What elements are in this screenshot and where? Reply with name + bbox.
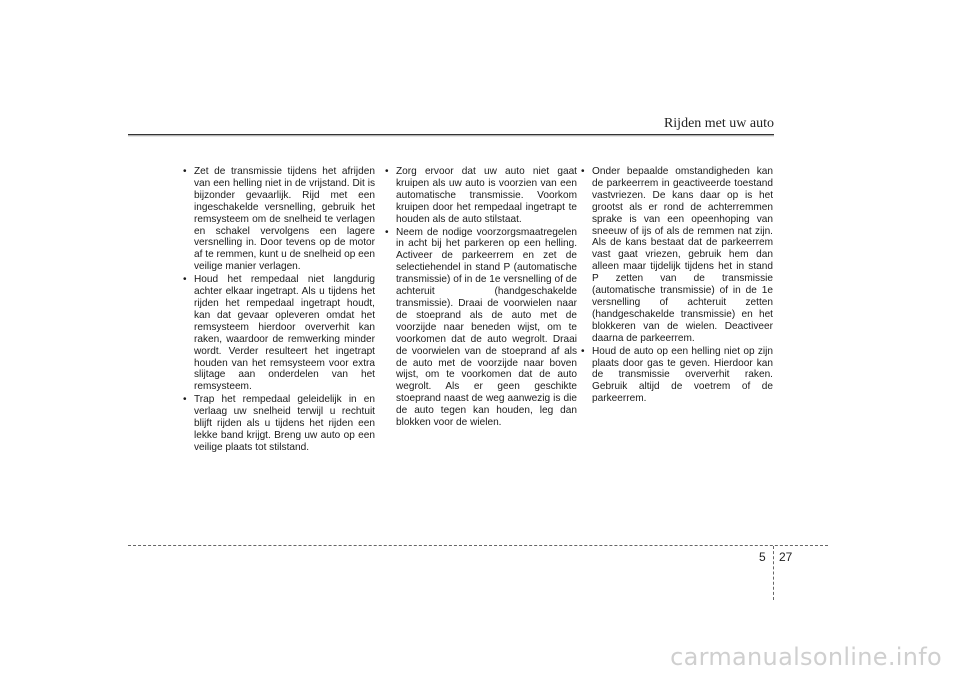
footer-vertical-divider [773, 546, 774, 600]
text-column-3 [580, 166, 773, 406]
page-header-title: Rijden met uw auto [663, 116, 774, 131]
header-divider-shadow [128, 135, 774, 137]
bullet-item: • Houd de auto op een helling niet op zijn plaats door gas te geven. Hierdoor kan de transmissie oververhit raken. Gebruik altijd de voetrem of de parkeerrem. [580, 346, 773, 406]
page-number: 27 [779, 550, 793, 564]
bullet-item: • Zorg ervoor dat uw auto niet gaat kruipen als uw auto is voorzien van een automatische transmissie. Voorkom kruipen door het rempedaal ingetrapt te houden als de auto stilstaat. [384, 166, 577, 226]
text-column-2 [384, 166, 577, 430]
bullet-item: • Zet de transmissie tijdens het afrijden van een helling niet in de vrijstand. Dit is bijzonder gevaarlijk. Rijd met een ingeschakelde versnelling, gebruik het remsysteem om de snelheid te verlagen en schakel vervolgens een lagere versnelling in. Door tevens op de motor af te remmen, kunt u de snelheid op een veilige manier verlagen. [182, 166, 375, 273]
text-column-1 [182, 166, 375, 455]
bullet-item: • Onder bepaalde omstandigheden kan de parkeerrem in geactiveerde toestand vastvriezen. De kans daar op is het grootst als er rond de achterremmen sprake is van een opeenhoping van sneeuw of ijs of als de remmen nat zijn. Als de kans bestaat dat de parkeerrem vast gaat vriezen, gebruik hem dan alleen maar tijdelijk tijdens het in stand P zetten van de transmissie (automatische transmissie) of in de 1e versnelling of achteruit zetten (handgeschakelde transmissie) en het blokkeren van de wielen. Deactiveer daarna de parkeerrem. [580, 166, 773, 345]
bullet-item: • Trap het rempedaal geleidelijk in en verlaag uw snelheid terwijl u rechtuit blijft rijden als u tijdens het rijden een lekke band krijgt. Breng uw auto op een veilige plaats tot stilstand. [182, 394, 375, 454]
bullet-item: • Houd het rempedaal niet langdurig achter elkaar ingetrapt. Als u tijdens het rijden het rempedaal ingetrapt houdt, kan dat gevaar opleveren omdat het remsysteem hierdoor oververhit kan raken, waardoor de remwerking minder wordt. Verder resulteert het ingetrapt houden van het remsysteem voor extra slijtage aan onderdelen van het remsysteem. [182, 274, 375, 393]
chapter-number: 5 [759, 550, 766, 564]
bullet-item: • Neem de nodige voorzorgsmaatregelen in acht bij het parkeren op een helling. Activeer de parkeerrem en zet de selectiehendel in stand P (automatische transmissie) of in de 1e versnelling of de achteruit (handgeschakelde transmissie). Draai de voorwielen naar de stoeprand als de auto met de voorzijde naar beneden wijst, om te voorkomen dat de auto wegrolt. Draai de voorwielen van de stoeprand af als de auto met de voorzijde naar boven wijst, om te voorkomen dat de auto wegrolt. Als er geen geschikte stoeprand naast de weg aanwezig is die de auto tegen kan houden, leg dan blokken voor de wielen. [384, 227, 577, 429]
footer-divider [128, 545, 828, 546]
watermark: carmanualsonline.info [670, 643, 942, 671]
